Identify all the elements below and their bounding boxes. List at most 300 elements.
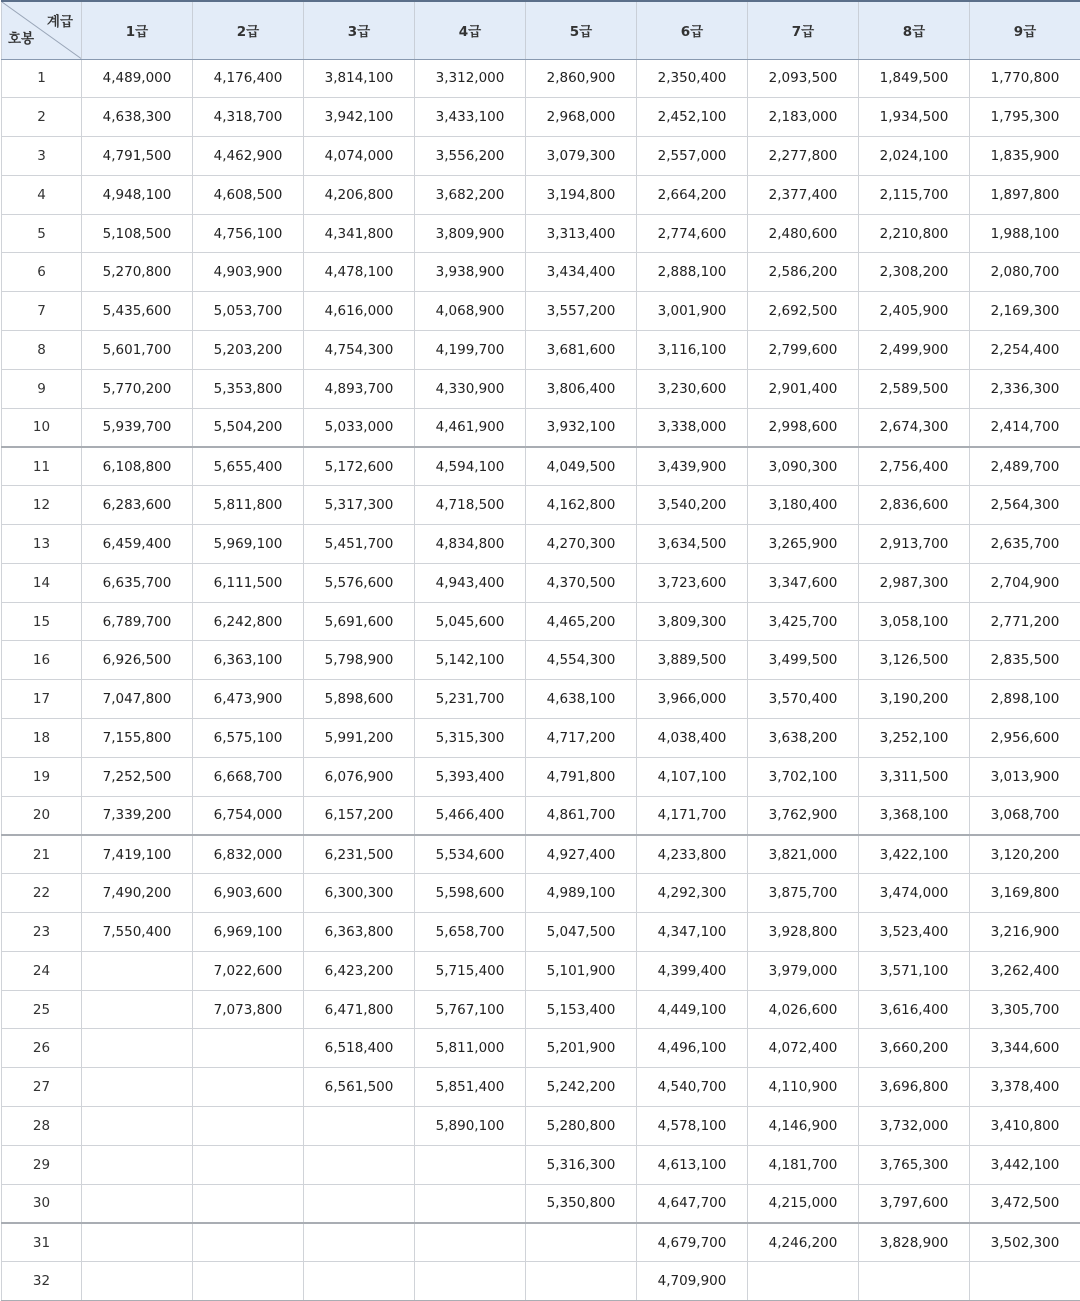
salary-cell: 4,072,400 bbox=[748, 1029, 859, 1068]
salary-cell: 3,557,200 bbox=[526, 292, 637, 331]
salary-cell: 5,811,800 bbox=[193, 486, 304, 525]
salary-cell: 4,709,900 bbox=[637, 1262, 748, 1301]
salary-cell: 3,265,900 bbox=[748, 525, 859, 564]
salary-cell: 4,613,100 bbox=[637, 1145, 748, 1184]
salary-cell: 4,903,900 bbox=[193, 253, 304, 292]
salary-cell: 2,586,200 bbox=[748, 253, 859, 292]
salary-cell: 4,989,100 bbox=[526, 874, 637, 913]
salary-cell: 2,564,300 bbox=[970, 486, 1080, 525]
salary-cell: 4,834,800 bbox=[415, 525, 526, 564]
salary-cell bbox=[82, 1145, 193, 1184]
step-cell: 29 bbox=[2, 1145, 82, 1184]
salary-cell: 3,368,100 bbox=[859, 796, 970, 835]
salary-cell: 5,317,300 bbox=[304, 486, 415, 525]
salary-cell: 7,155,800 bbox=[82, 719, 193, 758]
salary-cell: 5,715,400 bbox=[415, 951, 526, 990]
step-axis-label: 호봉 bbox=[8, 27, 34, 47]
salary-cell: 4,462,900 bbox=[193, 137, 304, 176]
pay-table-container bbox=[1, 0, 1079, 1301]
salary-cell: 2,692,500 bbox=[748, 292, 859, 331]
grade-header: 7급 bbox=[748, 1, 859, 59]
salary-cell: 4,718,500 bbox=[415, 486, 526, 525]
salary-cell bbox=[415, 1145, 526, 1184]
salary-cell: 3,634,500 bbox=[637, 525, 748, 564]
pay-scale-table bbox=[1, 0, 1080, 1301]
step-cell: 11 bbox=[2, 447, 82, 486]
salary-cell: 1,795,300 bbox=[970, 98, 1080, 137]
salary-cell: 5,045,600 bbox=[415, 602, 526, 641]
salary-cell: 6,832,000 bbox=[193, 835, 304, 874]
salary-cell: 4,717,200 bbox=[526, 719, 637, 758]
step-cell: 13 bbox=[2, 525, 82, 564]
salary-cell: 7,419,100 bbox=[82, 835, 193, 874]
salary-cell: 5,393,400 bbox=[415, 757, 526, 796]
salary-cell: 3,425,700 bbox=[748, 602, 859, 641]
salary-cell: 3,344,600 bbox=[970, 1029, 1080, 1068]
salary-cell: 3,180,400 bbox=[748, 486, 859, 525]
step-cell: 30 bbox=[2, 1184, 82, 1223]
salary-cell: 6,668,700 bbox=[193, 757, 304, 796]
salary-cell: 2,414,700 bbox=[970, 408, 1080, 447]
salary-cell: 2,835,500 bbox=[970, 641, 1080, 680]
salary-cell: 2,774,600 bbox=[637, 214, 748, 253]
salary-cell: 4,270,300 bbox=[526, 525, 637, 564]
salary-cell: 6,969,100 bbox=[193, 913, 304, 952]
table-row bbox=[2, 796, 1080, 835]
salary-cell: 6,363,800 bbox=[304, 913, 415, 952]
salary-cell: 3,732,000 bbox=[859, 1107, 970, 1146]
salary-cell bbox=[82, 1029, 193, 1068]
salary-cell: 3,932,100 bbox=[526, 408, 637, 447]
salary-cell bbox=[526, 1262, 637, 1301]
salary-cell: 3,502,300 bbox=[970, 1223, 1080, 1262]
salary-cell: 4,647,700 bbox=[637, 1184, 748, 1223]
salary-cell: 5,153,400 bbox=[526, 990, 637, 1029]
salary-cell: 6,363,100 bbox=[193, 641, 304, 680]
salary-cell: 3,442,100 bbox=[970, 1145, 1080, 1184]
step-cell: 15 bbox=[2, 602, 82, 641]
grade-header: 4급 bbox=[415, 1, 526, 59]
salary-cell bbox=[193, 1145, 304, 1184]
salary-cell: 3,252,100 bbox=[859, 719, 970, 758]
salary-cell: 6,231,500 bbox=[304, 835, 415, 874]
salary-cell: 3,681,600 bbox=[526, 331, 637, 370]
salary-cell bbox=[859, 1262, 970, 1301]
step-cell: 6 bbox=[2, 253, 82, 292]
salary-cell bbox=[82, 1068, 193, 1107]
header-row bbox=[2, 1, 1080, 59]
salary-cell: 2,499,900 bbox=[859, 331, 970, 370]
salary-cell: 7,252,500 bbox=[82, 757, 193, 796]
table-row bbox=[2, 175, 1080, 214]
salary-cell: 3,556,200 bbox=[415, 137, 526, 176]
salary-cell: 5,280,800 bbox=[526, 1107, 637, 1146]
salary-cell: 5,798,900 bbox=[304, 641, 415, 680]
step-cell: 21 bbox=[2, 835, 82, 874]
salary-cell: 6,108,800 bbox=[82, 447, 193, 486]
salary-cell: 4,330,900 bbox=[415, 369, 526, 408]
salary-cell: 2,635,700 bbox=[970, 525, 1080, 564]
step-cell: 3 bbox=[2, 137, 82, 176]
salary-cell: 4,594,100 bbox=[415, 447, 526, 486]
salary-cell: 2,674,300 bbox=[859, 408, 970, 447]
salary-cell: 3,979,000 bbox=[748, 951, 859, 990]
salary-cell: 2,489,700 bbox=[970, 447, 1080, 486]
salary-cell: 2,968,000 bbox=[526, 98, 637, 137]
salary-cell: 6,903,600 bbox=[193, 874, 304, 913]
salary-cell: 4,347,100 bbox=[637, 913, 748, 952]
salary-cell: 1,934,500 bbox=[859, 98, 970, 137]
salary-cell: 3,058,100 bbox=[859, 602, 970, 641]
salary-cell: 3,821,000 bbox=[748, 835, 859, 874]
salary-cell: 6,561,500 bbox=[304, 1068, 415, 1107]
salary-cell: 2,277,800 bbox=[748, 137, 859, 176]
table-row bbox=[2, 331, 1080, 370]
salary-cell: 3,311,500 bbox=[859, 757, 970, 796]
table-row bbox=[2, 408, 1080, 447]
salary-cell: 4,754,300 bbox=[304, 331, 415, 370]
grade-header: 9급 bbox=[970, 1, 1080, 59]
salary-cell: 1,988,100 bbox=[970, 214, 1080, 253]
salary-cell: 5,991,200 bbox=[304, 719, 415, 758]
salary-cell: 3,474,000 bbox=[859, 874, 970, 913]
salary-cell: 4,341,800 bbox=[304, 214, 415, 253]
step-cell: 25 bbox=[2, 990, 82, 1029]
salary-cell: 4,107,100 bbox=[637, 757, 748, 796]
salary-cell: 5,172,600 bbox=[304, 447, 415, 486]
salary-cell bbox=[415, 1223, 526, 1262]
table-row bbox=[2, 1262, 1080, 1301]
salary-cell: 4,478,100 bbox=[304, 253, 415, 292]
grade-header: 5급 bbox=[526, 1, 637, 59]
salary-cell: 2,664,200 bbox=[637, 175, 748, 214]
salary-cell: 3,540,200 bbox=[637, 486, 748, 525]
salary-cell: 4,233,800 bbox=[637, 835, 748, 874]
salary-cell: 3,313,400 bbox=[526, 214, 637, 253]
salary-cell bbox=[748, 1262, 859, 1301]
salary-cell: 3,013,900 bbox=[970, 757, 1080, 796]
salary-cell: 4,181,700 bbox=[748, 1145, 859, 1184]
salary-cell: 3,090,300 bbox=[748, 447, 859, 486]
salary-cell: 3,216,900 bbox=[970, 913, 1080, 952]
salary-cell: 6,473,900 bbox=[193, 680, 304, 719]
salary-cell: 1,897,800 bbox=[970, 175, 1080, 214]
salary-cell: 4,171,700 bbox=[637, 796, 748, 835]
salary-cell: 2,336,300 bbox=[970, 369, 1080, 408]
salary-cell: 5,767,100 bbox=[415, 990, 526, 1029]
salary-cell: 3,828,900 bbox=[859, 1223, 970, 1262]
salary-cell: 5,316,300 bbox=[526, 1145, 637, 1184]
salary-cell: 7,550,400 bbox=[82, 913, 193, 952]
salary-cell bbox=[304, 1184, 415, 1223]
grade-header: 6급 bbox=[637, 1, 748, 59]
step-cell: 12 bbox=[2, 486, 82, 525]
salary-cell: 2,405,900 bbox=[859, 292, 970, 331]
salary-cell: 2,093,500 bbox=[748, 59, 859, 98]
salary-cell: 2,901,400 bbox=[748, 369, 859, 408]
salary-cell: 2,799,600 bbox=[748, 331, 859, 370]
salary-cell: 4,893,700 bbox=[304, 369, 415, 408]
salary-cell: 3,942,100 bbox=[304, 98, 415, 137]
salary-cell: 3,347,600 bbox=[748, 563, 859, 602]
salary-cell: 5,242,200 bbox=[526, 1068, 637, 1107]
step-cell: 31 bbox=[2, 1223, 82, 1262]
table-row bbox=[2, 951, 1080, 990]
salary-cell: 7,339,200 bbox=[82, 796, 193, 835]
salary-cell: 6,242,800 bbox=[193, 602, 304, 641]
salary-cell bbox=[415, 1262, 526, 1301]
salary-cell: 2,771,200 bbox=[970, 602, 1080, 641]
salary-cell bbox=[82, 951, 193, 990]
salary-cell: 3,472,500 bbox=[970, 1184, 1080, 1223]
salary-cell: 2,377,400 bbox=[748, 175, 859, 214]
grade-axis-label: 계급 bbox=[47, 10, 73, 30]
salary-cell: 5,315,300 bbox=[415, 719, 526, 758]
salary-cell: 4,554,300 bbox=[526, 641, 637, 680]
salary-cell: 2,704,900 bbox=[970, 563, 1080, 602]
salary-cell: 3,814,100 bbox=[304, 59, 415, 98]
salary-cell bbox=[193, 1068, 304, 1107]
salary-cell: 3,723,600 bbox=[637, 563, 748, 602]
salary-cell: 4,449,100 bbox=[637, 990, 748, 1029]
salary-cell: 3,434,400 bbox=[526, 253, 637, 292]
salary-cell: 2,452,100 bbox=[637, 98, 748, 137]
salary-cell: 3,001,900 bbox=[637, 292, 748, 331]
salary-cell bbox=[304, 1223, 415, 1262]
step-cell: 9 bbox=[2, 369, 82, 408]
grade-header: 2급 bbox=[193, 1, 304, 59]
salary-cell: 4,927,400 bbox=[526, 835, 637, 874]
salary-cell: 2,836,600 bbox=[859, 486, 970, 525]
salary-cell: 3,938,900 bbox=[415, 253, 526, 292]
salary-cell: 2,987,300 bbox=[859, 563, 970, 602]
salary-cell: 6,157,200 bbox=[304, 796, 415, 835]
salary-cell: 7,047,800 bbox=[82, 680, 193, 719]
salary-cell bbox=[82, 1262, 193, 1301]
salary-cell: 5,350,800 bbox=[526, 1184, 637, 1223]
salary-cell: 5,053,700 bbox=[193, 292, 304, 331]
salary-cell: 2,350,400 bbox=[637, 59, 748, 98]
salary-cell: 2,308,200 bbox=[859, 253, 970, 292]
table-row bbox=[2, 1223, 1080, 1262]
salary-cell bbox=[304, 1262, 415, 1301]
step-cell: 14 bbox=[2, 563, 82, 602]
salary-cell: 3,696,800 bbox=[859, 1068, 970, 1107]
table-row bbox=[2, 59, 1080, 98]
salary-cell: 3,616,400 bbox=[859, 990, 970, 1029]
salary-cell: 4,540,700 bbox=[637, 1068, 748, 1107]
salary-cell: 6,471,800 bbox=[304, 990, 415, 1029]
salary-cell: 3,433,100 bbox=[415, 98, 526, 137]
salary-cell: 3,682,200 bbox=[415, 175, 526, 214]
step-cell: 5 bbox=[2, 214, 82, 253]
salary-cell: 3,499,500 bbox=[748, 641, 859, 680]
salary-cell: 4,026,600 bbox=[748, 990, 859, 1029]
salary-cell: 3,194,800 bbox=[526, 175, 637, 214]
step-cell: 4 bbox=[2, 175, 82, 214]
salary-cell: 4,162,800 bbox=[526, 486, 637, 525]
salary-cell: 4,292,300 bbox=[637, 874, 748, 913]
salary-cell bbox=[304, 1107, 415, 1146]
salary-cell bbox=[970, 1262, 1080, 1301]
table-row bbox=[2, 214, 1080, 253]
salary-cell: 5,890,100 bbox=[415, 1107, 526, 1146]
salary-cell: 6,283,600 bbox=[82, 486, 193, 525]
salary-cell: 4,246,200 bbox=[748, 1223, 859, 1262]
salary-cell: 3,809,300 bbox=[637, 602, 748, 641]
table-row bbox=[2, 1029, 1080, 1068]
salary-cell: 4,679,700 bbox=[637, 1223, 748, 1262]
salary-cell: 5,770,200 bbox=[82, 369, 193, 408]
table-row bbox=[2, 486, 1080, 525]
salary-cell: 5,534,600 bbox=[415, 835, 526, 874]
table-row bbox=[2, 874, 1080, 913]
salary-cell: 4,068,900 bbox=[415, 292, 526, 331]
salary-cell: 2,080,700 bbox=[970, 253, 1080, 292]
salary-cell: 2,210,800 bbox=[859, 214, 970, 253]
salary-cell: 2,254,400 bbox=[970, 331, 1080, 370]
salary-cell: 5,142,100 bbox=[415, 641, 526, 680]
salary-cell: 3,638,200 bbox=[748, 719, 859, 758]
salary-cell: 3,378,400 bbox=[970, 1068, 1080, 1107]
salary-cell: 5,033,000 bbox=[304, 408, 415, 447]
salary-cell: 6,635,700 bbox=[82, 563, 193, 602]
salary-cell: 1,835,900 bbox=[970, 137, 1080, 176]
step-cell: 20 bbox=[2, 796, 82, 835]
salary-cell bbox=[526, 1223, 637, 1262]
salary-cell: 2,956,600 bbox=[970, 719, 1080, 758]
salary-cell bbox=[82, 1107, 193, 1146]
salary-cell: 6,754,000 bbox=[193, 796, 304, 835]
salary-cell bbox=[193, 1223, 304, 1262]
salary-cell: 3,809,900 bbox=[415, 214, 526, 253]
step-cell: 22 bbox=[2, 874, 82, 913]
salary-cell: 3,875,700 bbox=[748, 874, 859, 913]
salary-cell: 3,889,500 bbox=[637, 641, 748, 680]
grade-header: 1급 bbox=[82, 1, 193, 59]
step-cell: 8 bbox=[2, 331, 82, 370]
salary-cell: 2,557,000 bbox=[637, 137, 748, 176]
salary-cell: 3,797,600 bbox=[859, 1184, 970, 1223]
step-cell: 28 bbox=[2, 1107, 82, 1146]
table-row bbox=[2, 641, 1080, 680]
salary-cell: 4,578,100 bbox=[637, 1107, 748, 1146]
salary-cell: 7,073,800 bbox=[193, 990, 304, 1029]
salary-cell: 4,176,400 bbox=[193, 59, 304, 98]
salary-cell: 2,913,700 bbox=[859, 525, 970, 564]
salary-cell bbox=[193, 1262, 304, 1301]
salary-cell: 6,423,200 bbox=[304, 951, 415, 990]
table-row bbox=[2, 1184, 1080, 1223]
step-cell: 32 bbox=[2, 1262, 82, 1301]
salary-cell: 5,969,100 bbox=[193, 525, 304, 564]
salary-cell: 3,439,900 bbox=[637, 447, 748, 486]
salary-cell: 3,126,500 bbox=[859, 641, 970, 680]
table-row bbox=[2, 1107, 1080, 1146]
salary-cell: 5,435,600 bbox=[82, 292, 193, 331]
salary-cell: 4,074,000 bbox=[304, 137, 415, 176]
salary-cell: 3,190,200 bbox=[859, 680, 970, 719]
salary-cell: 5,270,800 bbox=[82, 253, 193, 292]
salary-cell: 5,898,600 bbox=[304, 680, 415, 719]
salary-cell: 6,789,700 bbox=[82, 602, 193, 641]
salary-cell bbox=[82, 1223, 193, 1262]
salary-cell: 6,300,300 bbox=[304, 874, 415, 913]
salary-cell bbox=[415, 1184, 526, 1223]
salary-cell: 5,101,900 bbox=[526, 951, 637, 990]
salary-cell: 3,169,800 bbox=[970, 874, 1080, 913]
salary-cell: 6,111,500 bbox=[193, 563, 304, 602]
salary-cell: 3,660,200 bbox=[859, 1029, 970, 1068]
grade-header: 8급 bbox=[859, 1, 970, 59]
table-row bbox=[2, 525, 1080, 564]
salary-cell: 5,939,700 bbox=[82, 408, 193, 447]
salary-cell: 5,353,800 bbox=[193, 369, 304, 408]
step-cell: 7 bbox=[2, 292, 82, 331]
salary-cell: 3,120,200 bbox=[970, 835, 1080, 874]
salary-cell: 3,068,700 bbox=[970, 796, 1080, 835]
salary-cell: 3,762,900 bbox=[748, 796, 859, 835]
grade-header: 3급 bbox=[304, 1, 415, 59]
table-row bbox=[2, 447, 1080, 486]
salary-cell: 4,638,300 bbox=[82, 98, 193, 137]
salary-cell: 4,465,200 bbox=[526, 602, 637, 641]
salary-cell: 5,201,900 bbox=[526, 1029, 637, 1068]
salary-cell: 2,998,600 bbox=[748, 408, 859, 447]
salary-cell: 1,849,500 bbox=[859, 59, 970, 98]
salary-cell bbox=[193, 1184, 304, 1223]
salary-cell: 3,410,800 bbox=[970, 1107, 1080, 1146]
salary-cell: 4,948,100 bbox=[82, 175, 193, 214]
salary-cell bbox=[193, 1029, 304, 1068]
salary-cell bbox=[304, 1145, 415, 1184]
salary-cell: 5,047,500 bbox=[526, 913, 637, 952]
table-row bbox=[2, 1145, 1080, 1184]
salary-cell: 5,231,700 bbox=[415, 680, 526, 719]
salary-cell: 5,598,600 bbox=[415, 874, 526, 913]
table-row bbox=[2, 292, 1080, 331]
salary-cell: 6,518,400 bbox=[304, 1029, 415, 1068]
corner-header-cell bbox=[2, 1, 82, 59]
salary-cell: 5,451,700 bbox=[304, 525, 415, 564]
table-row bbox=[2, 137, 1080, 176]
table-row bbox=[2, 913, 1080, 952]
salary-cell: 4,399,400 bbox=[637, 951, 748, 990]
salary-cell: 4,461,900 bbox=[415, 408, 526, 447]
salary-cell bbox=[193, 1107, 304, 1146]
salary-cell: 6,459,400 bbox=[82, 525, 193, 564]
salary-cell: 3,338,000 bbox=[637, 408, 748, 447]
step-cell: 26 bbox=[2, 1029, 82, 1068]
salary-cell: 3,702,100 bbox=[748, 757, 859, 796]
salary-cell: 3,570,400 bbox=[748, 680, 859, 719]
salary-cell: 3,079,300 bbox=[526, 137, 637, 176]
salary-cell: 4,791,800 bbox=[526, 757, 637, 796]
salary-cell: 2,183,000 bbox=[748, 98, 859, 137]
table-row bbox=[2, 369, 1080, 408]
salary-cell: 3,262,400 bbox=[970, 951, 1080, 990]
salary-cell: 4,861,700 bbox=[526, 796, 637, 835]
table-row bbox=[2, 835, 1080, 874]
salary-cell: 3,523,400 bbox=[859, 913, 970, 952]
salary-cell: 2,860,900 bbox=[526, 59, 637, 98]
salary-cell: 2,169,300 bbox=[970, 292, 1080, 331]
salary-cell: 2,888,100 bbox=[637, 253, 748, 292]
salary-cell: 2,589,500 bbox=[859, 369, 970, 408]
salary-cell: 4,616,000 bbox=[304, 292, 415, 331]
salary-cell: 3,305,700 bbox=[970, 990, 1080, 1029]
table-row bbox=[2, 719, 1080, 758]
